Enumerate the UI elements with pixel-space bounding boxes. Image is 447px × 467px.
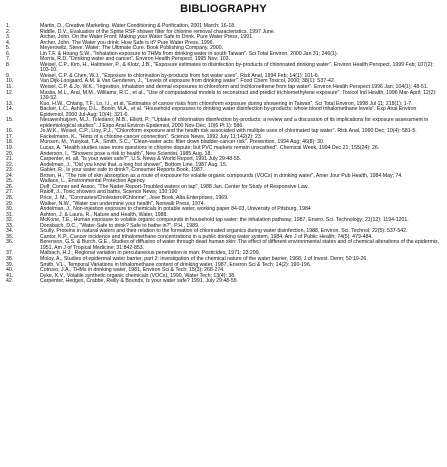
reference-number: 11. <box>6 84 13 91</box>
reference-number: 35. <box>6 233 14 240</box>
reference-text: Ashton, J. & Laura, R., Nature and Health, Water, 1988. <box>40 211 168 218</box>
reference-number: 8. <box>6 61 11 68</box>
reference-text: Morris, R.D. "Drinking water and cancer". Environ Health Perspect, 1995 Nov; 103. <box>40 56 230 63</box>
reference-text: Donsbach, D.C., "Water-Safe to drink? Safe to bathe in?", P.H., 1989. <box>40 222 200 229</box>
reference-text: Archer, John. The Water you drink: How Safe is it? Pure Water Press, 1996. <box>40 39 214 46</box>
reference-number: 33. <box>6 222 14 229</box>
reference-number: 9. <box>6 72 11 79</box>
reference-number: 27. <box>6 189 14 196</box>
reference-text: Wallace, L., Environmental Protection Agency. <box>40 178 146 185</box>
reference-number: 4. <box>6 39 11 46</box>
reference-text: Fackelmann, K., "Hints of a chlorine-cancer connection". Science News, 1992 July 11;142(2): 23. <box>40 133 263 140</box>
reference-text: Moloy, A., Studies of epidermal water barrier, part 2: investigation of the chemical nature of the water barrier, 1968, J of Invest. Derm; 50:19-26. <box>40 255 368 262</box>
reference-text: Nieuwenhuijsen, M.J., Toledano, M.B., Elliott, P., "Uptake of chlorination disinfection by-products; a review and a discussion of its implications for exposure assessment in epidemiological studies". J Expo Anal Environ Epidemiol, 2000 Nov-Dec; 10(6 Pt 1): 586. <box>40 117 429 129</box>
reference-number: 36. <box>6 239 14 246</box>
reference-text: Martin, D., Creative Marketing. Water Conditioning & Purification, 2001 March: 16-18. <box>40 23 236 29</box>
reference-number: 22. <box>6 161 14 168</box>
reference-number: 1. <box>6 23 11 29</box>
reference-number: 26. <box>6 183 14 190</box>
reference-list <box>0 24 447 285</box>
reference-number: 39. <box>6 261 14 268</box>
reference-number: 34. <box>6 228 14 235</box>
reference-text: Malbach, H.J., Regional variation in percutaneous penetration in man: Pesticides, 1971; 23:209. <box>40 250 261 257</box>
reference-text: Carpenter, Hedges, Crabbe, Reilly & Bounds, Is your water safe? 1991, July 29:48-55. <box>40 278 239 285</box>
reference-text: Weisel, C.P., Kim, H., Haltmeier, P., & Klotz, J.B., "Exposure estimates to disinfection by-products of chlorinated drinking water". Environ Health Perspect, 1999 Feb; 107(2): 103-10. <box>40 61 434 74</box>
reference-item <box>0 279 447 285</box>
reference-number: 18. <box>6 139 14 146</box>
reference-number: 25. <box>6 178 14 185</box>
reference-text: Raloff, J., Toxic showers and baths, Science News; 130:190 <box>40 189 178 196</box>
reference-number: 20. <box>6 150 14 157</box>
reference-number: 42. <box>6 278 14 285</box>
reference-number: 29. <box>6 200 14 207</box>
reference-number: 30. <box>6 206 14 213</box>
reference-number: 40. <box>6 267 14 274</box>
reference-text: Lucas, A. "Health studies raise more questions in chlorine dispute; but PVC markets remain unscathed". Chemical Week, 1994 Dec 21; 155(24): 26. <box>40 145 380 152</box>
reference-text: Duff, Conner and Assoc. "The Nader Report-Troubled waters on tap", 1988 Jan. Center for Study of Responsive Law. <box>40 183 309 190</box>
reference-text: Lin T.F. & Hoang S.W., "Inhalation exposure to THMs from drinking water in south Taiwan". Sci Total Environ, 2000 Jan 31; 246(1). <box>40 50 338 57</box>
reference-text: Cantor, K.P., Cancer incidence and trihalomethane concentrations in a public drinking water system, 1984, Am J of Public Health; 74(5): 479-484. <box>40 233 373 240</box>
reference-number: 6. <box>6 50 11 57</box>
reference-text: Van Dijk-Looijaard, A.M. & Van Genderen, J., "Levels of exposure from drinking water". Food Chem Toxicol, 2000; 38(1): S37-42. <box>40 78 336 85</box>
reference-text: Gabler, R., Is your water safe to drink?, Consumer Reports Book, 1987. <box>40 167 205 174</box>
reference-text: Meyerowitz, Steve. Water: The Ultimate Cure. Book Publishing Company, 2000. <box>40 45 223 52</box>
reference-text: Anderson, I., "Showers pose a risk to health", New Scientist, 1985 Aug. 18. <box>40 150 212 157</box>
reference-text: Smith, V.L., Temporal Variations in trihalomethane content of drinking water, 1987, Environ Sci & Tech; 14(2): 190-196. <box>40 261 312 268</box>
reference-number: 15. <box>6 117 14 124</box>
reference-text: Dyke, K.V., Volatile synthetic organic chemicals (VOCs), 1990, Water Tech; 13(4): 38. <box>40 272 236 279</box>
reference-number: 19. <box>6 145 14 152</box>
reference-number: 2. <box>6 28 11 35</box>
reference-text: Walker, N.W., "Water can undermine your health", Norwalk Press, 1974. <box>40 200 206 207</box>
reference-number: 12. <box>6 89 14 96</box>
reference-number: 21. <box>6 156 14 163</box>
reference-text: Maslia, M.L., Aral, M.M., Williams, R.C., et al., "Use of computational models to reconstruct and predict trichloroethylene exposure". Toxicol Ind Health, 1996 Mar-April; 12(2): 139-52. <box>40 89 437 102</box>
reference-text: Archer, John. On the Water Front: Making your Water Safe to Drink. Pure Water Press, 1991. <box>40 34 254 41</box>
reference-number: 38. <box>6 255 14 262</box>
reference-number: 17. <box>6 133 14 140</box>
reference-text: Jo,W.K., Weisel, C.P., Lioy, P.J., "Chloroform exposure and the health risk associated with multiple uses of chlorinated tap water". Risk Anal, 1990 Dec; 10(4): 581-5. <box>40 128 417 135</box>
reference-text: Riddle, D.V., Evaluation of the Sprite RSF shower filter for chlorine removal characteristics. 1997 June. <box>40 28 276 35</box>
reference-text: Munson, M., Yueykat, T.A., Smith, S.C., "Clean-water acts: filter down bladder-cancer risk". Prevention, 1994 Aug; 46(8): 30. <box>40 139 325 146</box>
reference-text: Cotruvo, J.A., THMs in drinking water, 1981, Environ Sci & Tech; 15(3): 268-274. <box>40 267 225 274</box>
reference-number: 28. <box>6 194 14 201</box>
reference-text: Backer, L.C., Ashley, D.L., Bonin, M.A., et al. "Household exposures to drinking water disinfection by-products: whole blood trihalomethane levels". Exp Anal Environ Epidemiol, 2000 Jul-Aug; 10(4): 321-6. <box>40 106 417 118</box>
reference-text: Andelman, J., "Did you know that..a long hot shower", Bottom Line, 1987 Aug. 15. <box>40 161 228 168</box>
reference-text: Berenson, G.S. & Burch, G.E., Studies of diffusion of water through dead human skin: The effect of different environmental states and of chemical alterations of the epidermis, 1951, Am J of Tropical Medicine; 31:842-853. <box>40 239 439 251</box>
reference-text: McKone, T.E., Human exposure to volatile organic compounds in household tap water: the inhalation pathway, 1987, Enviro. Sci. Technology; 21(12): 1194-1201. <box>40 217 409 224</box>
reference-text: Carpenter, et. all, "Is your water safe?", U.S. News & World Report, 1991 July 29:48-55. <box>40 156 242 163</box>
page-title: BIBLIOGRAPHY <box>180 3 267 15</box>
reference-text: Scully, Proteins in natural waters and their relation to the formation of chlorinated organics during water disinfection, 1988, Environ. Sci. Technol; 22(5): 537-542. <box>40 228 408 235</box>
reference-number: 41. <box>6 272 14 279</box>
reference-number: 3. <box>6 34 11 41</box>
reference-number: 13. <box>6 100 14 107</box>
reference-text: Price, J. M., "Coronaries/Cholesterol/Chlorine", Jove Book, Alta Enterprises, 1969. <box>40 194 229 201</box>
reference-number: 32. <box>6 217 14 224</box>
reference-text: Weisel, C.P. & Chen, W.J., "Exposure to chlorination by-products from hot water uses". Risk Anal, 1994 Feb; 14(1): 101-6. <box>40 72 320 79</box>
reference-number: 24. <box>6 172 14 179</box>
reference-number: 37. <box>6 250 14 257</box>
reference-number: 23. <box>6 167 14 174</box>
reference-number: 16. <box>6 128 14 135</box>
reference-number: 7. <box>6 56 11 63</box>
reference-text: Kuo, H.W., Chiang, T.F., Lo, I.I., et al, "Estimates of cancer risks from chloroform exposure during showering in Taiwan". Sci Total Environ, 1998 Jul 11; 218(1): 1-7. <box>40 100 413 107</box>
reference-number: 14. <box>6 106 14 113</box>
reference-text: Andelman, J., Non-injestion exposure to chemicals in potable water, working paper 84-03, University of Pitsburg, 1984 <box>40 206 311 213</box>
reference-number: 5. <box>6 45 11 52</box>
reference-number: 31. <box>6 211 14 218</box>
reference-text: Brown, H., "The role of skin absorption as a route of exposure for volatile organic compounds (VOCs) in drinking water", Amer Jour Pub Health, 1984 May; 74. <box>40 172 403 179</box>
reference-text: Weisel, C.P. & Jo, W.K., "Ingestion, inhalation and dermal exposures to chloroform and trichloroethene from tap water". Environ Health Perspect 1996 Jan; 104(1): 48-51. <box>40 84 429 91</box>
reference-number: 10. <box>6 78 14 85</box>
